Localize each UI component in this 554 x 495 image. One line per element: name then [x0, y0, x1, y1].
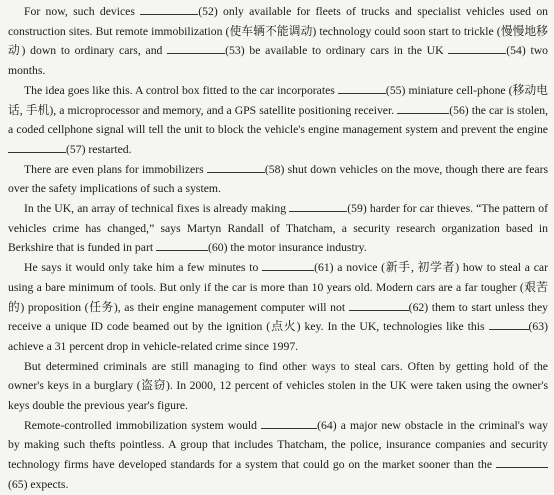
text: But determined criminals are still managing to find other ways to steal cars. Often by getting hold of the owner's keys in a burglary (盗窃). In 2000, 12 percent of vehicles stolen in the UK were taken using the owner's keys double the previous year's figure.: [8, 359, 548, 413]
paragraph-6: [8, 357, 548, 416]
paragraph-3: [8, 160, 548, 199]
text: The idea goes like this. A control box fitted to the car incorporates: [24, 83, 335, 97]
text: In the UK, an array of technical fixes is already making: [24, 202, 287, 216]
answer-blank-54[interactable]: [448, 41, 506, 54]
text: (62) them to start unless they receive a unique ID code beamed out by the ignition (点火) key. In the UK, technologies like this: [8, 300, 548, 334]
answer-blank-58[interactable]: [207, 160, 265, 173]
text: There are even plans for immobilizers: [24, 162, 204, 176]
text: He says it would only take him a few minutes to: [24, 261, 259, 275]
answer-blank-55[interactable]: [338, 81, 386, 94]
text: (58) shut down vehicles on the move, though there are fears over the safety implications of such a system.: [8, 162, 549, 196]
paragraph-1: [8, 2, 548, 81]
text: (52) only available for fleets of trucks and specialist vehicles used on construction sites. But remote immobilization (使车辆不能调动) technology could soon start to trickle (慢慢地移动) down to ordinary cars, and: [8, 5, 549, 58]
text: (59) harder for car thieves. “The pattern of vehicles crime has changed,” says Martyn Randall of Thatcham, a security research organization based in Berkshire that is funded in part: [8, 202, 548, 255]
text: For now, such devices: [24, 5, 135, 18]
answer-blank-60[interactable]: [156, 238, 208, 251]
answer-blank-64[interactable]: [261, 416, 317, 429]
answer-blank-53[interactable]: [167, 41, 225, 54]
answer-blank-62[interactable]: [349, 298, 409, 311]
answer-blank-56[interactable]: [397, 101, 449, 114]
text: (53) be available to ordinary cars in the UK: [225, 44, 444, 58]
answer-blank-65[interactable]: [496, 455, 548, 468]
text: (56) the car is stolen, a coded cellphone signal will tell the unit to block the vehicle's engine management system and prevent the engine: [8, 103, 549, 137]
paragraph-7: [8, 416, 548, 495]
paragraph-5: [8, 258, 548, 357]
text: Remote-controlled immobilization system would: [24, 418, 258, 432]
paragraph-2: [8, 81, 548, 160]
answer-blank-63[interactable]: [489, 317, 529, 330]
answer-blank-57[interactable]: [8, 140, 66, 153]
answer-blank-52[interactable]: [140, 2, 198, 15]
text: (54) two months.: [8, 44, 549, 78]
text: (64) a major new obstacle in the criminal's way by making such thefts pointless. A group that includes Thatcham, the police, insurance companies and security technology firms have developed standards for a system that could go on the market sooner than the: [8, 418, 549, 472]
text: (60) the motor insurance industry.: [208, 241, 367, 255]
text: (65) expects.: [8, 477, 69, 491]
text: (63) achieve a 31 percent drop in vehicle-related crime since 1997.: [8, 320, 549, 353]
text: (61) a novice (新手, 初学者) how to steal a car using a bare minimum of tools. But only if the car is more than 10 years old. Modern cars are a far tougher (艰苦的) proposition (任务), as their engine management computer will not: [8, 261, 549, 314]
answer-blank-61[interactable]: [262, 258, 314, 271]
answer-blank-59[interactable]: [289, 199, 347, 212]
text: (57) restarted.: [66, 142, 132, 156]
paragraph-4: [8, 199, 548, 258]
text: (55) miniature cell-phone (移动电话, 手机), a microprocessor and memory, and a GPS satellite positioning receiver.: [8, 83, 548, 117]
